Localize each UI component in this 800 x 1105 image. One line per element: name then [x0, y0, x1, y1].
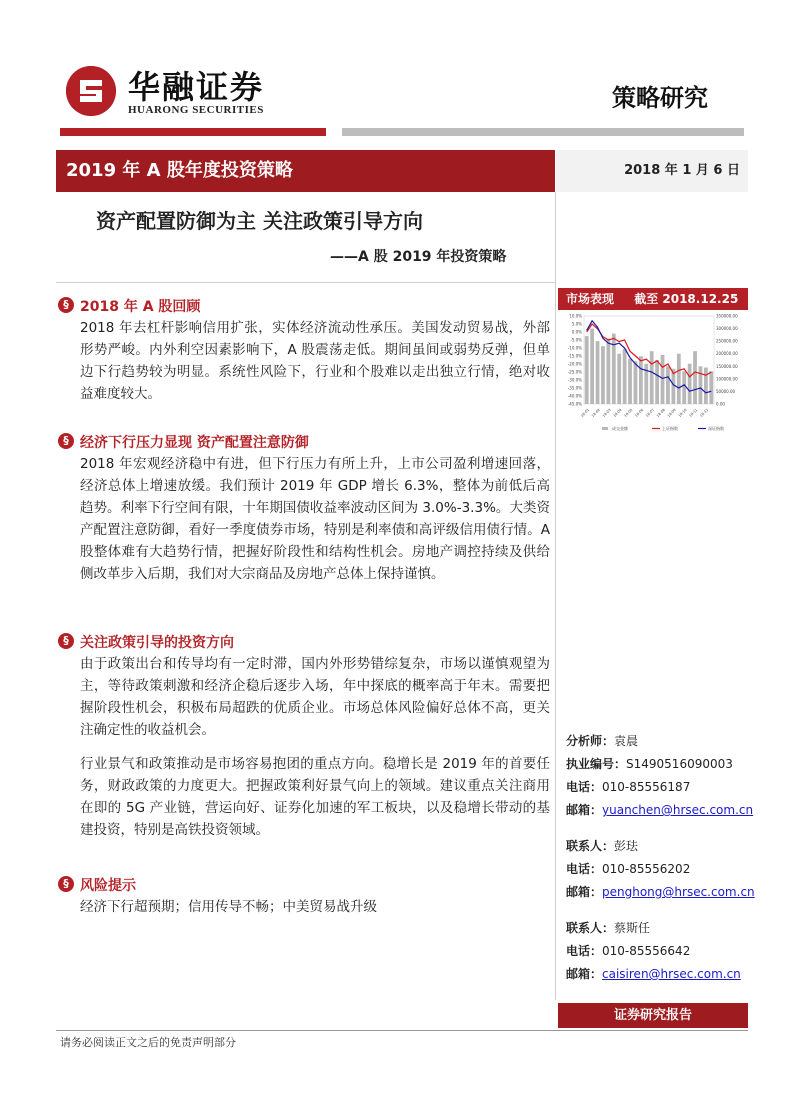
section-title: 经济下行压力显现 资产配置注意防御	[80, 435, 309, 451]
x-tick-label: 18-02	[590, 407, 601, 418]
volume-bar	[699, 366, 703, 404]
contact-analyst	[566, 730, 753, 822]
y-left-tick-label: 0.0%	[571, 329, 582, 335]
volume-bar	[704, 368, 708, 404]
volume-bar	[606, 339, 610, 404]
contact-cert: S1490516090003	[626, 757, 733, 771]
y-left-tick-label: -15.0%	[567, 353, 582, 359]
company-name-cn: 华融证券	[128, 68, 265, 106]
contact-phone-label: 电话：	[566, 862, 603, 876]
contact-person	[566, 917, 741, 986]
y-right-tick-label: 350000.00	[716, 313, 738, 319]
sub-title: ——A 股 2019 年投资策略	[330, 249, 507, 265]
x-tick-label: 18-09	[666, 407, 677, 418]
volume-bar	[623, 349, 627, 404]
company-logo-icon	[66, 66, 116, 116]
report-title-banner: 2019 年 A 股年度投资策略	[56, 150, 555, 192]
y-left-tick-label: -20.0%	[567, 361, 582, 367]
x-tick-label: 18-04	[612, 407, 623, 418]
x-tick-label: 18-06	[634, 407, 645, 418]
x-tick-label: 18-11	[688, 407, 699, 418]
volume-bar	[628, 359, 632, 404]
contact-name: 蔡斯任	[614, 921, 651, 935]
section-paragraph: 2018 年宏观经济稳中有进，但下行压力有所上升，上市公司盈利增速回落，经济总体上增速放缓。我们预计 2019 年 GDP 增长 6.3%，整体为前低后高趋势。利率下行空间有限，十年期国债收益率波动区间为 3.0%-3.3%。大类资产配置注意防御，看好一季度债券市场，特别是利率债和高评级信用债行情。A 股整体难有大趋势行情，把握好阶段性和结构性机会。房地产调控持续及供给侧改革步入后期，我们对大宗商品及房地产总体上保持谨慎。	[80, 456, 550, 582]
x-tick-label: 18-07	[645, 407, 656, 418]
x-tick-label: 18-05	[623, 407, 634, 418]
y-right-tick-label: 150000.00	[716, 363, 738, 369]
report-type: 策略研究	[612, 84, 708, 112]
contact-phone: 010-85556187	[602, 780, 691, 794]
market-date: 截至 2018.12.25	[634, 292, 739, 306]
y-right-tick-label: 50000.00	[716, 388, 736, 394]
footer-disclaimer: 请务必阅读正文之后的免责声明部分	[60, 1036, 236, 1049]
y-left-tick-label: -10.0%	[567, 345, 582, 351]
header-divider-bar	[342, 128, 744, 136]
contact-email-link[interactable]: penghong@hrsec.com.cn	[602, 885, 755, 899]
y-left-tick-label: -40.0%	[567, 393, 582, 399]
contact-email-link[interactable]: caisiren@hrsec.com.cn	[602, 967, 741, 981]
volume-bar	[709, 371, 713, 404]
section-paragraph: 由于政策出台和传导均有一定时滞，国内外形势错综复杂，市场以谨慎观望为主，等待政策刺激和经济企稳后逐步入场，年中探底的概率高于年末。需要把握阶段性机会，积极布局超跌的优质企业。市场总体风险偏好总体不高，更关注确定性的收益机会。	[80, 656, 550, 738]
section-title: 关注政策引导的投资方向	[80, 635, 234, 651]
volume-bar	[617, 354, 621, 404]
volume-bar	[650, 351, 654, 404]
contact-phone: 010-85556202	[602, 862, 691, 876]
section-paragraph: 经济下行超预期；信用传导不畅；中美贸易战升级	[80, 899, 377, 915]
volume-bar	[677, 354, 681, 404]
contact-role: 联系人：	[566, 839, 615, 853]
market-label: 市场表现	[566, 292, 615, 306]
contact-email-label: 邮箱：	[566, 885, 603, 899]
section-bullet-icon: §	[58, 633, 74, 649]
main-title: 资产配置防御为主 关注政策引导方向	[96, 209, 423, 233]
y-right-tick-label: 0.00	[716, 401, 725, 407]
y-left-tick-label: -45.0%	[567, 401, 582, 407]
legend-swatch	[602, 427, 608, 430]
contact-cert-label: 执业编号：	[566, 757, 627, 771]
contact-phone-label: 电话：	[566, 944, 603, 958]
contact-name: 彭珐	[614, 839, 639, 853]
section-bullet-icon: §	[58, 876, 74, 892]
contact-role: 联系人：	[566, 921, 615, 935]
x-tick-label: 18-10	[677, 407, 688, 418]
x-tick-label: 18-08	[655, 407, 666, 418]
y-left-tick-label: -25.0%	[567, 369, 582, 375]
legend-label: 成交金额	[612, 426, 628, 431]
column-divider	[555, 192, 556, 1000]
volume-bar	[634, 361, 638, 404]
section-title: 2018 年 A 股回顾	[80, 299, 201, 315]
volume-bar	[655, 360, 659, 404]
y-left-tick-label: 5.0%	[571, 321, 582, 327]
y-right-tick-label: 250000.00	[716, 338, 738, 344]
header-accent-bar	[60, 128, 326, 136]
contact-email-link[interactable]: yuanchen@hrsec.com.cn	[602, 803, 754, 817]
volume-bar	[682, 371, 686, 404]
market-performance-header	[558, 288, 748, 310]
company-name-en: HUARONG SECURITIES	[128, 104, 264, 116]
x-tick-label: 18-01	[580, 407, 591, 418]
x-tick-label: 18-12	[699, 407, 710, 418]
contact-email-label: 邮箱：	[566, 803, 603, 817]
legend-label: 深证指数	[708, 426, 724, 431]
volume-bar	[596, 341, 600, 404]
contact-phone: 010-85556642	[602, 944, 691, 958]
volume-bar	[639, 356, 643, 404]
market-chart-svg	[558, 312, 748, 434]
volume-bar	[666, 366, 670, 404]
volume-bar	[693, 351, 697, 404]
legend-label: 上证指数	[662, 426, 678, 431]
y-left-tick-label: -5.0%	[570, 337, 582, 343]
report-date: 2018 年 1 月 6 日	[556, 150, 748, 192]
title-divider	[56, 282, 556, 283]
contact-email-label: 邮箱：	[566, 967, 603, 981]
y-left-tick-label: 10.0%	[569, 313, 582, 319]
market-chart	[558, 312, 748, 434]
footer-divider	[56, 1030, 748, 1031]
contact-phone-label: 电话：	[566, 780, 603, 794]
contact-name: 袁晨	[614, 734, 639, 748]
section-bullet-icon: §	[58, 297, 74, 313]
contact-person	[566, 835, 755, 904]
section-paragraph: 2018 年去杠杆影响信用扩张，实体经济流动性承压。美国发动贸易战，外部形势严峻。内外利空因素影响下，A 股震荡走低。期间虽间或弱势反弹，但单边下行趋势较为明显。系统性风险下，行业和个股难以走出独立行情，绝对收益难度较大。	[80, 320, 550, 402]
y-left-tick-label: -35.0%	[567, 385, 582, 391]
y-left-tick-label: -30.0%	[567, 377, 582, 383]
report-category-label: 证券研究报告	[558, 1003, 748, 1028]
section-paragraph: 行业景气和政策推动是市场容易抱团的重点方向。稳增长是 2019 年的首要任务，财政政策的力度更大。把握政策利好景气向上的领域。建议重点关注商用在即的 5G 产业链，营运向好、证券化加速的军工板块，以及稳增长带动的基建投资，特别是高铁投资领域。	[80, 756, 550, 838]
volume-bar	[601, 346, 605, 404]
y-right-tick-label: 100000.00	[716, 376, 738, 382]
volume-bar	[661, 355, 665, 404]
x-tick-label: 18-03	[601, 407, 612, 418]
volume-bar	[590, 329, 594, 404]
contact-role: 分析师：	[566, 734, 615, 748]
section-bullet-icon: §	[58, 433, 74, 449]
y-right-tick-label: 300000.00	[716, 326, 738, 332]
section-title: 风险提示	[80, 878, 136, 894]
volume-bar	[585, 336, 589, 404]
y-right-tick-label: 200000.00	[716, 351, 738, 357]
volume-bar	[688, 364, 692, 404]
